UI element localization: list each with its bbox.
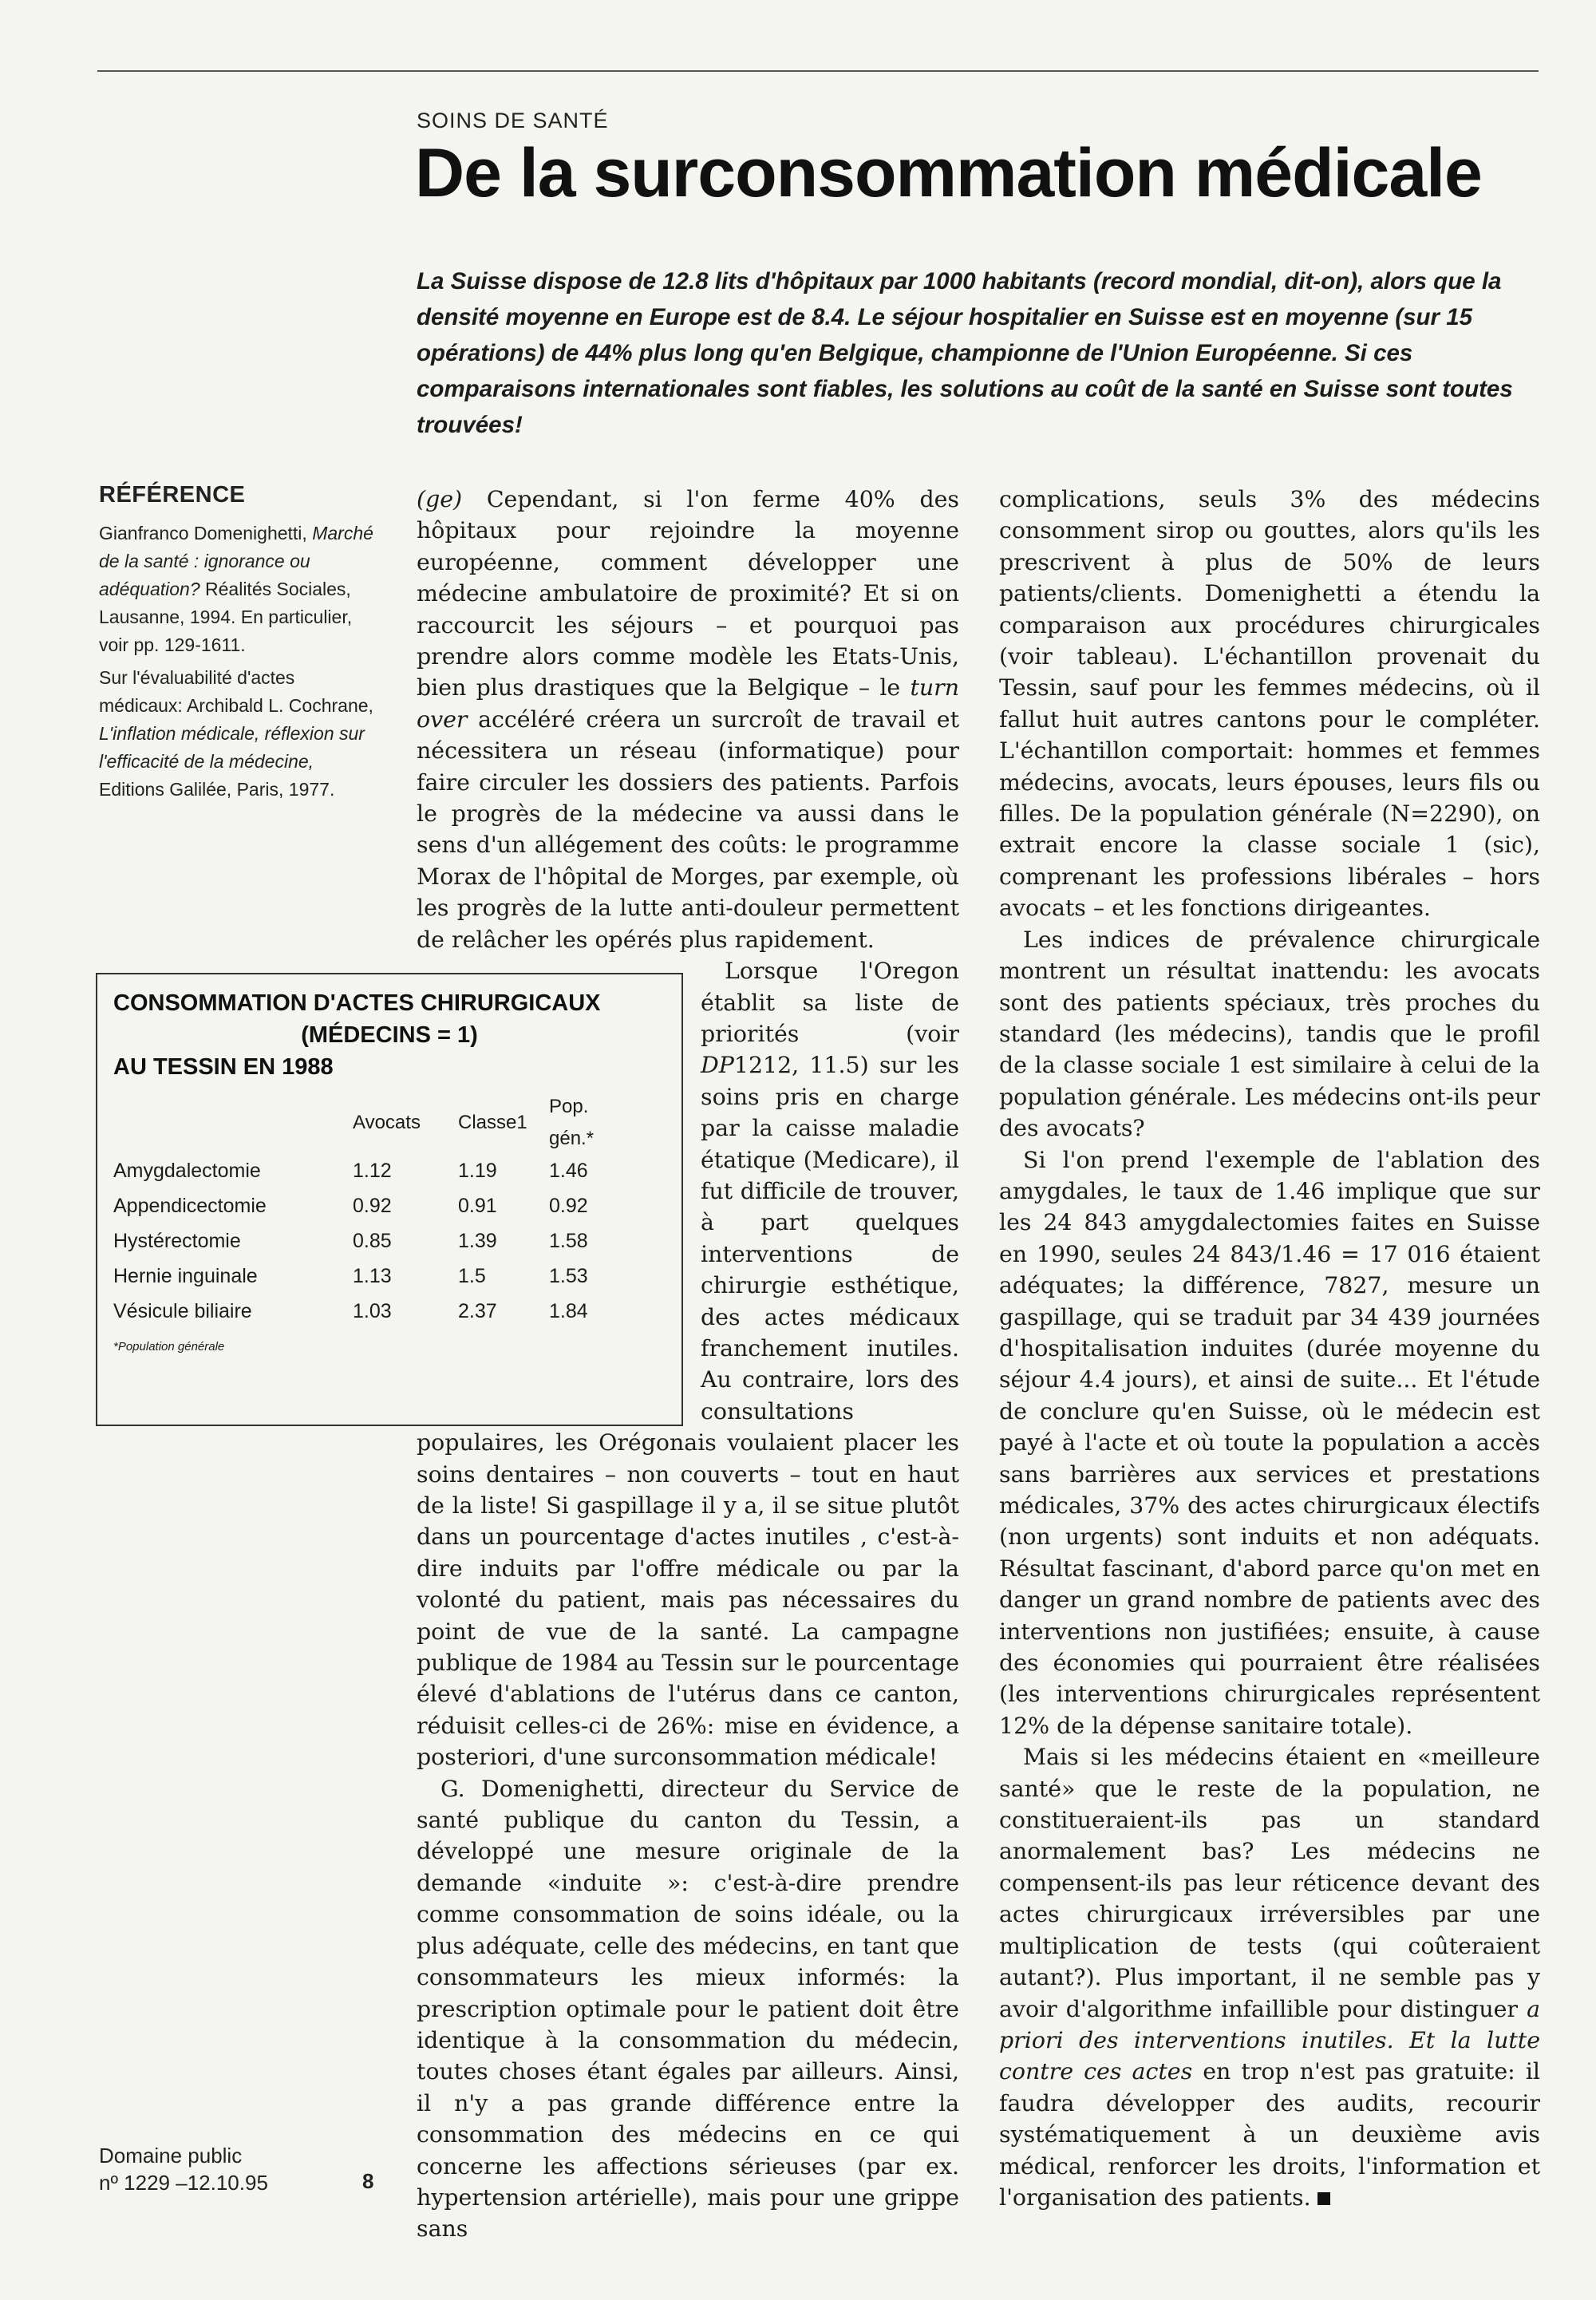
body-paragraph: Lorsque l'Oregon établit sa liste de priorités (voir DP1212, 11.5) sur les soins pris en charge par la caisse maladie étatique (Medicare), il fut difficile de trouver, à part quelques interventions de chirurgie esthétique, des actes médicaux franchement inutiles. Au contraire, lors des consultations populaires, les Orégonais voulaient placer les soins dentaires – non couverts – tout en haut de la liste! Si gaspillage il y a, il se situe plutôt dans un pourcentage d'actes inutiles , c'est-à-dire induits par l'offre médicale ou par la volonté du patient, mais pas nécessaires du point de vue de la santé. La campagne publique de 1984 au Tessin sur le pourcentage élevé d'ablations de l'utérus dans ce canton, réduisit celles-ci de 26%: mise en évidence, a posteriori, d'une surconsommation médicale! [417, 958, 959, 1771]
reference-entry-1 [99, 520, 378, 659]
table-row [113, 1154, 629, 1189]
cell-value: 0.92 [549, 1195, 588, 1218]
cell-value: 1.84 [549, 1300, 588, 1323]
cell-value: 2.37 [458, 1300, 497, 1323]
column-header: Avocats [353, 1111, 421, 1133]
cell-value: 1.12 [353, 1160, 392, 1183]
table-row [113, 1294, 629, 1330]
publication-name: Domaine public [99, 2144, 243, 2168]
cell-value: 0.85 [353, 1230, 392, 1253]
row-label: Appendicectomie [113, 1195, 267, 1218]
cell-value: 0.91 [458, 1195, 497, 1218]
page-number: 8 [362, 2169, 374, 2193]
row-label: Hernie inguinale [113, 1265, 258, 1288]
cell-value: 1.19 [458, 1160, 497, 1183]
body-paragraph: Si l'on prend l'exemple de l'ablation des amygdales, le taux de 1.46 implique que sur les 24 843 amygdalectomies faites en Suisse en 1990, seules 24 843/1.46 = 17 016 étaient adéquates; la différence, 7827, mesure un gaspillage, qui se traduit par 34 439 journées d'hospitalisation induites (durée moyenne du séjour 4.4 jours), et ainsi de suite... Et l'étude de conclure qu'en Suisse, où le médecin est payé à l'acte et où toute la population a accès sans barrières aux services et prestations médicales, 37% des actes chirurgicaux électifs (non urgents) sont induits et non adéquats. Résultat fascinant, d'abord parce qu'on met en danger un grand nombre de patients avec des interventions non justifiées; ensuite, à cause des économies qui pourraient être réalisées (les interventions chirurgicales représentent 12% de la dépense sanitaire totale). [999, 1146, 1540, 1739]
section-label: SOINS DE SANTÉ [417, 109, 609, 132]
column-header: Pop. gén.* [549, 1096, 595, 1149]
article-title: De la surconsommation médicale [415, 135, 1482, 211]
table-location: AU TESSIN EN 1988 [113, 1054, 334, 1081]
cell-value: 1.5 [458, 1265, 486, 1288]
table-footnote: *Population générale [113, 1339, 225, 1354]
issue-number: nº 1229 –12.10.95 [99, 2171, 268, 2195]
cell-value: 1.53 [549, 1265, 588, 1288]
body-paragraph: complications, seuls 3% des médecins consomment sirop ou gouttes, alors qu'ils les prescrivent à plus de 50% de leurs patients/clients. Domenighetti a étendu la comparaison aux procédures chirurgicales (voir tableau). L'échantillon provenait du Tessin, sauf pour les femmes médecins, où il fallut huit autres cantons pour le compléter. L'échantillon comportait: hommes et femmes médecins, avocats, leurs épouses, leurs fils ou filles. De la population générale (N=2290), on extrait encore la classe sociale 1 (sic), comprenant les professions libérales – hors avocats – et les fonctions dirigeantes. [999, 486, 1540, 922]
row-label: Amygdalectomie [113, 1160, 261, 1183]
table-row [113, 1189, 629, 1224]
reference-book-title: L'inflation médicale, réflexion sur l'efficacité de la médecine, [99, 723, 365, 772]
table-header-row [113, 1091, 629, 1154]
cell-value: 1.58 [549, 1230, 588, 1253]
top-rule [97, 70, 1539, 72]
cell-value: 1.46 [549, 1160, 588, 1183]
reference-entry-2 [99, 664, 378, 804]
body-column-2 [999, 484, 1540, 2213]
surgery-table-box [96, 973, 683, 1426]
table-subtitle: (MÉDECINS = 1) [301, 1022, 478, 1049]
cell-value: 1.13 [353, 1265, 392, 1288]
surgery-table [113, 1091, 629, 1330]
column-header: Classe1 [458, 1111, 527, 1133]
table-row [113, 1259, 629, 1294]
lead-paragraph: La Suisse dispose de 12.8 lits d'hôpitaux par 1000 habitants (record mondial, dit-on), alors que la densité moyenne en Europe est de 8.4. Le séjour hospitalier en Suisse est en moyenne (sur 15 opérations) de 44% plus long qu'en Belgique, championne de l'Union Européenne. Si ces comparaisons internationales sont fiables, les solutions au coût de la santé en Suisse sont toutes trouvées! [417, 268, 1513, 438]
reference-author: Gianfranco Domenighetti, [99, 523, 307, 543]
reference-intro: Sur l'évaluabilité d'actes médicaux: Archibald L. Cochrane, [99, 667, 373, 716]
cell-value: 0.92 [353, 1195, 392, 1218]
reference-sidebar [99, 482, 378, 808]
reference-publisher: Editions Galilée, Paris, 1977. [99, 779, 335, 800]
body-paragraph: (ge) Cependant, si l'on ferme 40% des hôpitaux pour rejoindre la moyenne européenne, comment développer une médecine ambulatoire de proximité? Et si on raccourcit les séjours – et pourquoi pas prendre alors comme modèle les Etats-Unis, bien plus drastiques que la Belgique – le turn over accéléré créera un surcroît de travail et nécessitera un réseau (informatique) pour faire circuler les dossiers des patients. Parfois le progrès de la médecine va aussi dans le sens d'un allégement des coûts: le programme Morax de l'hôpital de Morges, par exemple, où les progrès de la lutte anti-douleur permettent de relâcher les opérés plus rapidement. [417, 486, 959, 953]
author-initials: (ge) [417, 486, 463, 512]
cell-value: 1.03 [353, 1300, 392, 1323]
row-label: Vésicule biliaire [113, 1300, 252, 1323]
reference-publisher: Réalités Sociales, Lausanne, 1994. En particulier, voir pp. 129-1611. [99, 579, 353, 655]
row-label: Hystérectomie [113, 1230, 241, 1253]
reference-book-title: Marché de la santé : ignorance ou adéquation? [99, 523, 373, 599]
table-row [113, 1224, 629, 1259]
table-title: CONSOMMATION D'ACTES CHIRURGICAUX [113, 990, 601, 1017]
cell-value: 1.39 [458, 1230, 497, 1253]
footer [99, 2142, 268, 2196]
reference-heading: RÉFÉRENCE [99, 482, 246, 508]
end-mark [1317, 2192, 1330, 2205]
body-paragraph: Les indices de prévalence chirurgicale montrent un résultat inattendu: les avocats sont des patients spéciaux, très proches du standard (les médecins), tandis que le profil de la classe sociale 1 est similaire à celui de la population générale. Les médecins ont-ils peur des avocats? [999, 926, 1540, 1142]
body-paragraph: G. Domenighetti, directeur du Service de santé publique du canton du Tessin, a développé une mesure originale de la demande «induite »: c'est-à-dire prendre comme consommation de soins idéale, ou la plus adéquate, celle des médecins, en tant que consommateurs les mieux informés: la prescription optimale pour le patient doit être identique à la consommation du médecin, toutes choses étant égales par ailleurs. Ainsi, il n'y a pas grande différence entre la consommation des médecins en ce qui concerne les affections sérieuses (par ex. hypertension artérielle), mais pour une grippe sans [417, 1775, 959, 2243]
body-paragraph: Mais si les médecins étaient en «meilleure santé» que le reste de la population, ne constitueraient-ils pas un standard anormalement bas? Les médecins ne compensent-ils pas leur réticence devant des actes chirurgicaux irréversibles par une multiplication de tests (qui coûteraient autant?). Plus important, il ne semble pas y avoir d'algorithme infaillible pour distinguer a priori des interventions inutiles. Et la lutte contre ces actes en trop n'est pas gratuite: il faudra développer des audits, recourir systématiquement à un deuxième avis médical, renforcer les droits, l'information et l'organisation des patients. [999, 1744, 1540, 2211]
